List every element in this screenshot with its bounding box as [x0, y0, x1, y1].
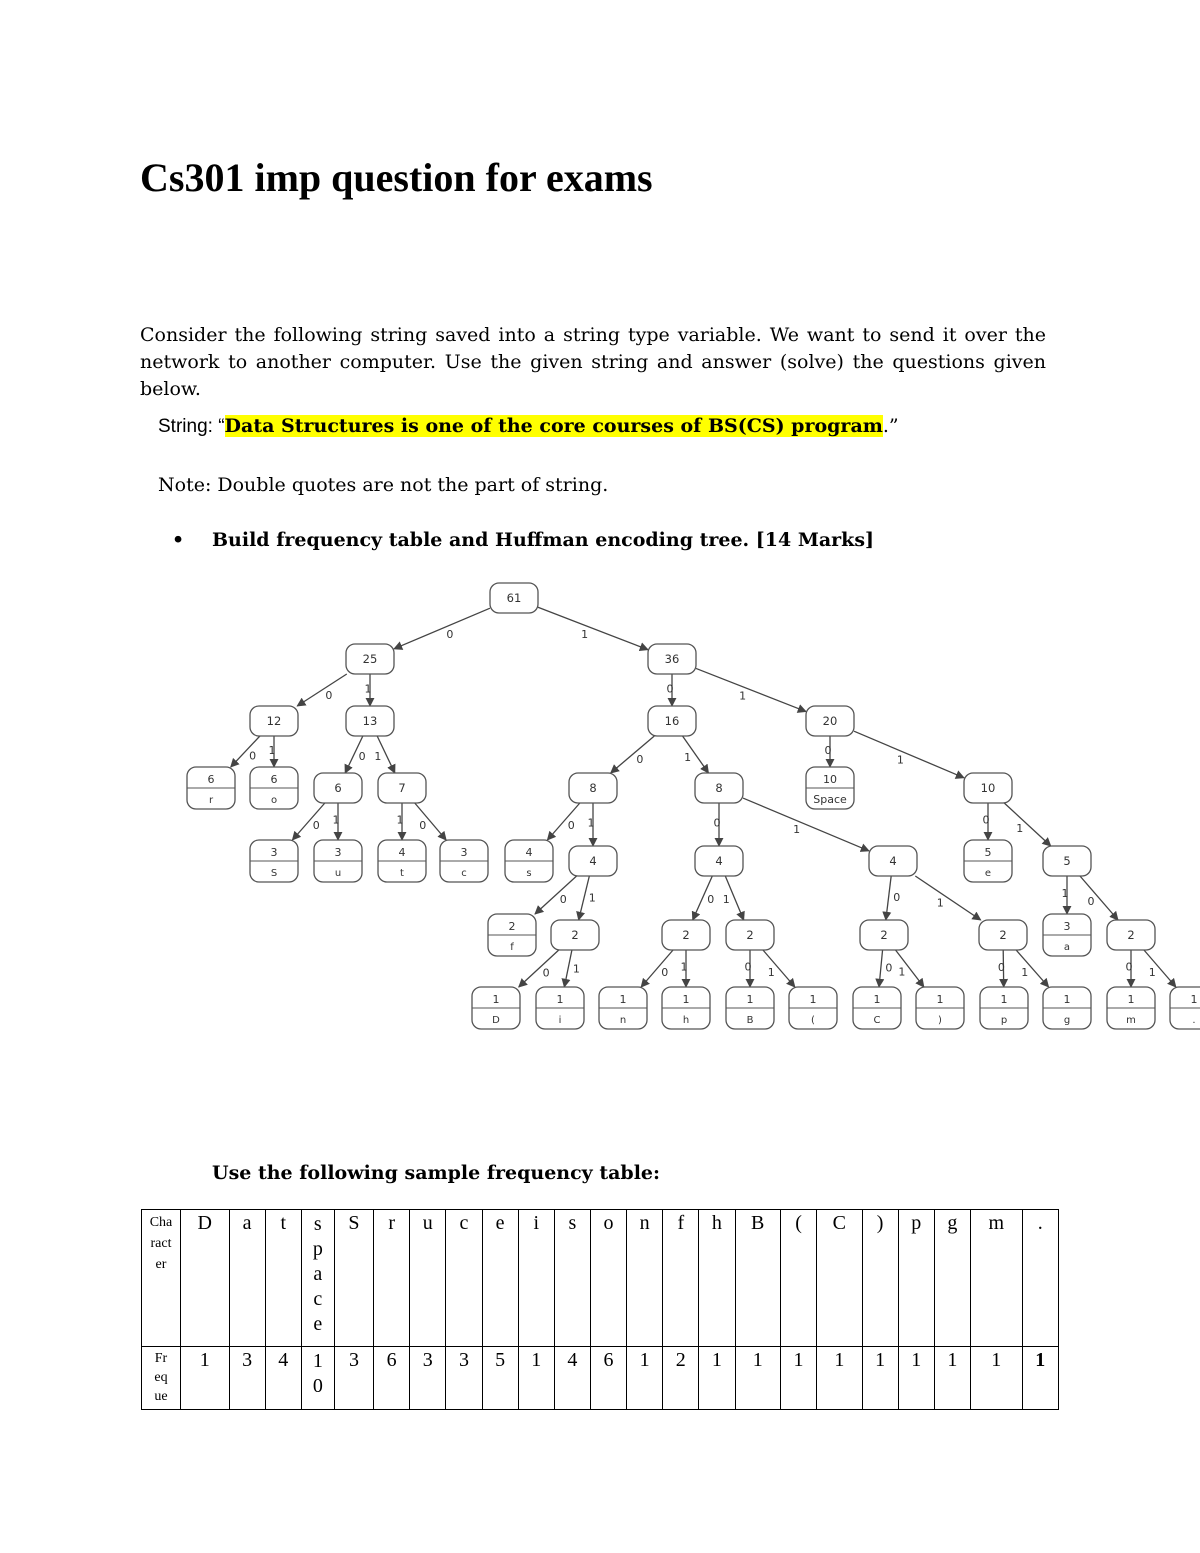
string-line	[158, 412, 899, 441]
string-tail: .”	[882, 415, 899, 437]
tree-internal-node	[569, 846, 617, 876]
tree-leaf-node	[1170, 987, 1200, 1029]
node-weight: 5	[1063, 854, 1071, 868]
edge-bit-label: 1	[332, 813, 340, 827]
leaf-count: 1	[619, 993, 627, 1006]
tree-edge	[1080, 876, 1118, 920]
edge-bit-label: 1	[572, 962, 580, 976]
node-weight: 25	[362, 652, 378, 666]
tree-leaf-node	[250, 767, 298, 809]
tree-internal-node	[695, 773, 743, 803]
char-cell: )	[862, 1210, 898, 1347]
tree-internal-node	[346, 706, 394, 736]
tree-internal-node	[378, 773, 426, 803]
tree-edge	[1004, 803, 1051, 846]
tree-internal-node	[569, 773, 617, 803]
tree-leaf-node	[314, 840, 362, 882]
char-cell: e	[482, 1210, 518, 1347]
edge-bit-label: 1	[581, 627, 589, 641]
leaf-symbol: s	[526, 868, 532, 879]
freq-cell: 3	[229, 1347, 265, 1410]
character-row	[142, 1210, 1059, 1347]
edge-bit-label: 0	[824, 743, 832, 757]
node-weight: 2	[746, 928, 754, 942]
freq-cell: 10	[301, 1347, 334, 1410]
edge-bit-label: 1	[1061, 887, 1069, 901]
leaf-count: 4	[525, 846, 533, 859]
leaf-symbol: f	[510, 942, 514, 953]
tree-edge	[292, 803, 324, 840]
node-weight: 8	[715, 781, 723, 795]
freq-cell: 6	[374, 1347, 410, 1410]
leaf-count: 1	[873, 993, 881, 1006]
tree-leaf-node	[662, 987, 710, 1029]
char-cell: p	[898, 1210, 934, 1347]
char-cell: g	[934, 1210, 970, 1347]
char-cell: (	[780, 1210, 816, 1347]
edge-bit-label: 0	[713, 816, 721, 830]
edge-bit-label: 1	[587, 816, 595, 830]
tree-edge	[696, 668, 806, 711]
tree-internal-node	[346, 644, 394, 674]
tree-leaf-node	[916, 987, 964, 1029]
tree-edge	[641, 950, 673, 987]
leaf-symbol: (	[811, 1015, 815, 1026]
edge-bit-label: 1	[896, 753, 904, 767]
leaf-count: 5	[984, 846, 992, 859]
leaf-symbol: S	[270, 868, 278, 879]
tree-internal-node	[695, 846, 743, 876]
leaf-symbol: .	[1192, 1015, 1196, 1026]
tree-edge	[915, 876, 980, 920]
frequency-header: Freque	[142, 1347, 181, 1410]
leaf-symbol: Space	[813, 793, 847, 806]
freq-cell: 1	[780, 1347, 816, 1410]
tree-edge	[547, 803, 579, 840]
char-cell: a	[229, 1210, 265, 1347]
edge-bit-label: 1	[936, 896, 944, 910]
node-weight: 6	[334, 781, 342, 795]
char-cell: B	[735, 1210, 780, 1347]
leaf-symbol: h	[682, 1015, 690, 1026]
freq-cell: 6	[590, 1347, 626, 1410]
node-weight: 2	[1127, 928, 1135, 942]
tree-edge	[394, 608, 490, 649]
tree-edge	[854, 731, 964, 778]
tree-internal-node	[869, 846, 917, 876]
leaf-count: 1	[556, 993, 564, 1006]
char-cell: s	[554, 1210, 590, 1347]
edge-bit-label: 0	[661, 965, 669, 979]
freq-cell: 5	[482, 1347, 518, 1410]
leaf-symbol: p	[1000, 1015, 1008, 1026]
edge-bit-label: 0	[1087, 895, 1095, 909]
node-weight: 10	[980, 781, 996, 795]
freq-cell: 3	[446, 1347, 482, 1410]
string-label: String: “	[158, 416, 225, 437]
leaf-count: 1	[809, 993, 817, 1006]
char-cell: h	[699, 1210, 735, 1347]
freq-cell: 2	[663, 1347, 699, 1410]
leaf-symbol: i	[558, 1015, 562, 1026]
node-weight: 20	[822, 714, 838, 728]
edge-bit-label: 1	[1148, 965, 1156, 979]
char-cell: m	[970, 1210, 1022, 1347]
character-header: Character	[142, 1210, 181, 1347]
edge-bit-label: 0	[666, 682, 674, 696]
edge-bit-label: 1	[684, 751, 692, 765]
leaf-symbol: e	[984, 868, 992, 879]
freq-cell: 1	[862, 1347, 898, 1410]
edge-bit-label: 0	[358, 750, 366, 764]
task-bullet	[172, 526, 874, 554]
node-weight: 4	[589, 854, 597, 868]
edge-bit-label: 1	[767, 965, 775, 979]
tree-leaf-node	[505, 840, 553, 882]
edge-bit-label: 1	[722, 892, 730, 906]
char-cell: .	[1022, 1210, 1058, 1347]
node-weight: 2	[999, 928, 1007, 942]
node-weight: 2	[571, 928, 579, 942]
char-cell: c	[446, 1210, 482, 1347]
char-cell: f	[663, 1210, 699, 1347]
tree-leaf-node	[472, 987, 520, 1029]
char-cell: r	[374, 1210, 410, 1347]
edge-bit-label: 1	[739, 689, 747, 703]
tree-leaf-node	[806, 767, 854, 809]
freq-cell: 1	[518, 1347, 554, 1410]
edge-bit-label: 0	[559, 893, 567, 907]
char-cell: i	[518, 1210, 554, 1347]
tree-leaf-node	[488, 914, 536, 956]
task-text: Build frequency table and Huffman encoding tree. [14 Marks]	[212, 529, 875, 551]
tree-leaf-node	[964, 840, 1012, 882]
node-weight: 61	[506, 591, 522, 605]
leaf-count: 3	[334, 846, 342, 859]
leaf-count: 3	[1063, 920, 1071, 933]
node-weight: 36	[664, 652, 680, 666]
edge-bit-label: 0	[885, 961, 893, 975]
tree-edge	[886, 876, 891, 920]
edge-bit-label: 1	[588, 891, 596, 905]
string-value: Data Structures is one of the core courses of BS(CS) program	[224, 415, 883, 437]
char-cell: n	[627, 1210, 663, 1347]
sample-table-label: Use the following sample frequency table:	[212, 1162, 661, 1184]
char-cell: D	[181, 1210, 230, 1347]
freq-cell: 3	[334, 1347, 373, 1410]
tree-internal-node	[860, 920, 908, 950]
tree-edge	[297, 674, 347, 706]
edge-bit-label: 1	[396, 813, 404, 827]
leaf-count: 1	[492, 993, 500, 1006]
tree-edge	[538, 607, 648, 649]
edge-bit-label: 1	[793, 823, 801, 837]
leaf-count: 3	[460, 846, 468, 859]
tree-leaf-node	[599, 987, 647, 1029]
char-cell: S	[334, 1210, 373, 1347]
tree-internal-node	[1107, 920, 1155, 950]
leaf-symbol: B	[746, 1015, 754, 1026]
leaf-count: 6	[207, 773, 215, 786]
leaf-symbol: C	[873, 1015, 881, 1026]
tree-leaf-node	[726, 987, 774, 1029]
frequency-row	[142, 1347, 1059, 1410]
node-weight: 13	[362, 714, 378, 728]
leaf-count: 2	[508, 920, 516, 933]
edge-bit-label: 1	[1016, 822, 1024, 836]
leaf-symbol: c	[461, 868, 467, 879]
edge-bit-label: 0	[997, 960, 1005, 974]
edge-bit-label: 0	[636, 752, 644, 766]
leaf-count: 1	[746, 993, 754, 1006]
tree-leaf-node	[187, 767, 235, 809]
frequency-table	[141, 1209, 1059, 1410]
tree-internal-node	[551, 920, 599, 950]
tree-internal-node	[964, 773, 1012, 803]
edge-bit-label: 0	[419, 818, 427, 832]
tree-leaf-node	[250, 840, 298, 882]
freq-cell: 1	[699, 1347, 735, 1410]
leaf-symbol: t	[400, 868, 404, 879]
leaf-count: 10	[823, 773, 837, 786]
tree-edge	[564, 950, 572, 987]
page-title: Cs301 imp question for exams	[140, 155, 653, 200]
edge-bit-label: 0	[707, 893, 715, 907]
freq-cell: 1	[1022, 1347, 1058, 1410]
freq-cell: 1	[817, 1347, 862, 1410]
edge-bit-label: 1	[680, 960, 688, 974]
freq-cell: 1	[181, 1347, 230, 1410]
tree-internal-node	[806, 706, 854, 736]
tree-internal-node	[726, 920, 774, 950]
char-cell: space	[301, 1210, 334, 1347]
leaf-symbol: u	[334, 868, 342, 879]
freq-cell: 1	[735, 1347, 780, 1410]
freq-cell: 1	[934, 1347, 970, 1410]
huffman-tree	[0, 570, 1200, 1040]
char-cell: t	[265, 1210, 301, 1347]
node-weight: 16	[664, 714, 680, 728]
tree-internal-node	[1043, 846, 1091, 876]
tree-internal-node	[490, 583, 538, 613]
leaf-symbol: )	[938, 1015, 942, 1026]
tree-leaf-node	[378, 840, 426, 882]
edge-bit-label: 1	[364, 682, 372, 696]
question-intro: Consider the following string saved into a string type variable. We want to send it over the network to another computer. Use the given string and answer (solve) the questions given below.	[140, 324, 1046, 400]
edge-bit-label: 1	[898, 965, 906, 979]
leaf-count: 1	[1063, 993, 1071, 1006]
edge-bit-label: 1	[374, 750, 382, 764]
tree-leaf-node	[440, 840, 488, 882]
leaf-symbol: r	[208, 795, 214, 806]
node-weight: 2	[682, 928, 690, 942]
leaf-count: 3	[270, 846, 278, 859]
leaf-count: 1	[1190, 993, 1198, 1006]
tree-leaf-node	[536, 987, 584, 1029]
node-weight: 4	[889, 854, 897, 868]
tree-leaf-node	[1043, 914, 1091, 956]
leaf-symbol: g	[1063, 1015, 1071, 1026]
freq-cell: 1	[627, 1347, 663, 1410]
leaf-count: 4	[398, 846, 406, 859]
freq-cell: 4	[265, 1347, 301, 1410]
char-cell: C	[817, 1210, 862, 1347]
tree-leaf-node	[789, 987, 837, 1029]
leaf-symbol: m	[1126, 1015, 1136, 1026]
edge-bit-label: 0	[982, 813, 990, 827]
node-weight: 2	[880, 928, 888, 942]
leaf-count: 1	[1127, 993, 1135, 1006]
tree-internal-node	[648, 644, 696, 674]
edge-bit-label: 0	[893, 890, 901, 904]
char-cell: o	[590, 1210, 626, 1347]
leaf-count: 1	[1000, 993, 1008, 1006]
edge-bit-label: 0	[249, 749, 257, 763]
tree-internal-node	[250, 706, 298, 736]
edge-bit-label: 0	[542, 966, 550, 980]
bullet-icon: •	[172, 529, 185, 551]
tree-edge	[879, 950, 883, 987]
edge-bit-label: 1	[268, 743, 276, 757]
char-cell: u	[410, 1210, 446, 1347]
tree-leaf-node	[1107, 987, 1155, 1029]
leaf-symbol: n	[619, 1015, 627, 1026]
leaf-count: 1	[936, 993, 944, 1006]
tree-edge	[579, 876, 590, 920]
edge-bit-label: 0	[446, 627, 454, 641]
freq-cell: 4	[554, 1347, 590, 1410]
freq-cell: 1	[970, 1347, 1022, 1410]
edge-bit-label: 1	[1021, 965, 1029, 979]
tree-leaf-node	[853, 987, 901, 1029]
edge-bit-label: 0	[744, 960, 752, 974]
node-weight: 4	[715, 854, 723, 868]
edge-bit-label: 0	[567, 818, 575, 832]
tree-internal-node	[662, 920, 710, 950]
note-text: Note: Double quotes are not the part of string.	[158, 474, 609, 496]
freq-cell: 1	[898, 1347, 934, 1410]
tree-internal-node	[979, 920, 1027, 950]
edge-bit-label: 0	[1125, 960, 1133, 974]
tree-internal-node	[314, 773, 362, 803]
leaf-symbol: o	[270, 795, 278, 806]
leaf-count: 6	[270, 773, 278, 786]
node-weight: 7	[398, 781, 406, 795]
leaf-count: 1	[682, 993, 690, 1006]
leaf-symbol: a	[1063, 942, 1071, 953]
tree-leaf-node	[1043, 987, 1091, 1029]
leaf-symbol: D	[492, 1015, 500, 1026]
tree-leaf-node	[980, 987, 1028, 1029]
edge-bit-label: 0	[325, 689, 333, 703]
node-weight: 8	[589, 781, 597, 795]
freq-cell: 3	[410, 1347, 446, 1410]
edge-bit-label: 0	[312, 818, 320, 832]
tree-edge	[611, 736, 655, 773]
node-weight: 12	[266, 714, 282, 728]
tree-internal-node	[648, 706, 696, 736]
